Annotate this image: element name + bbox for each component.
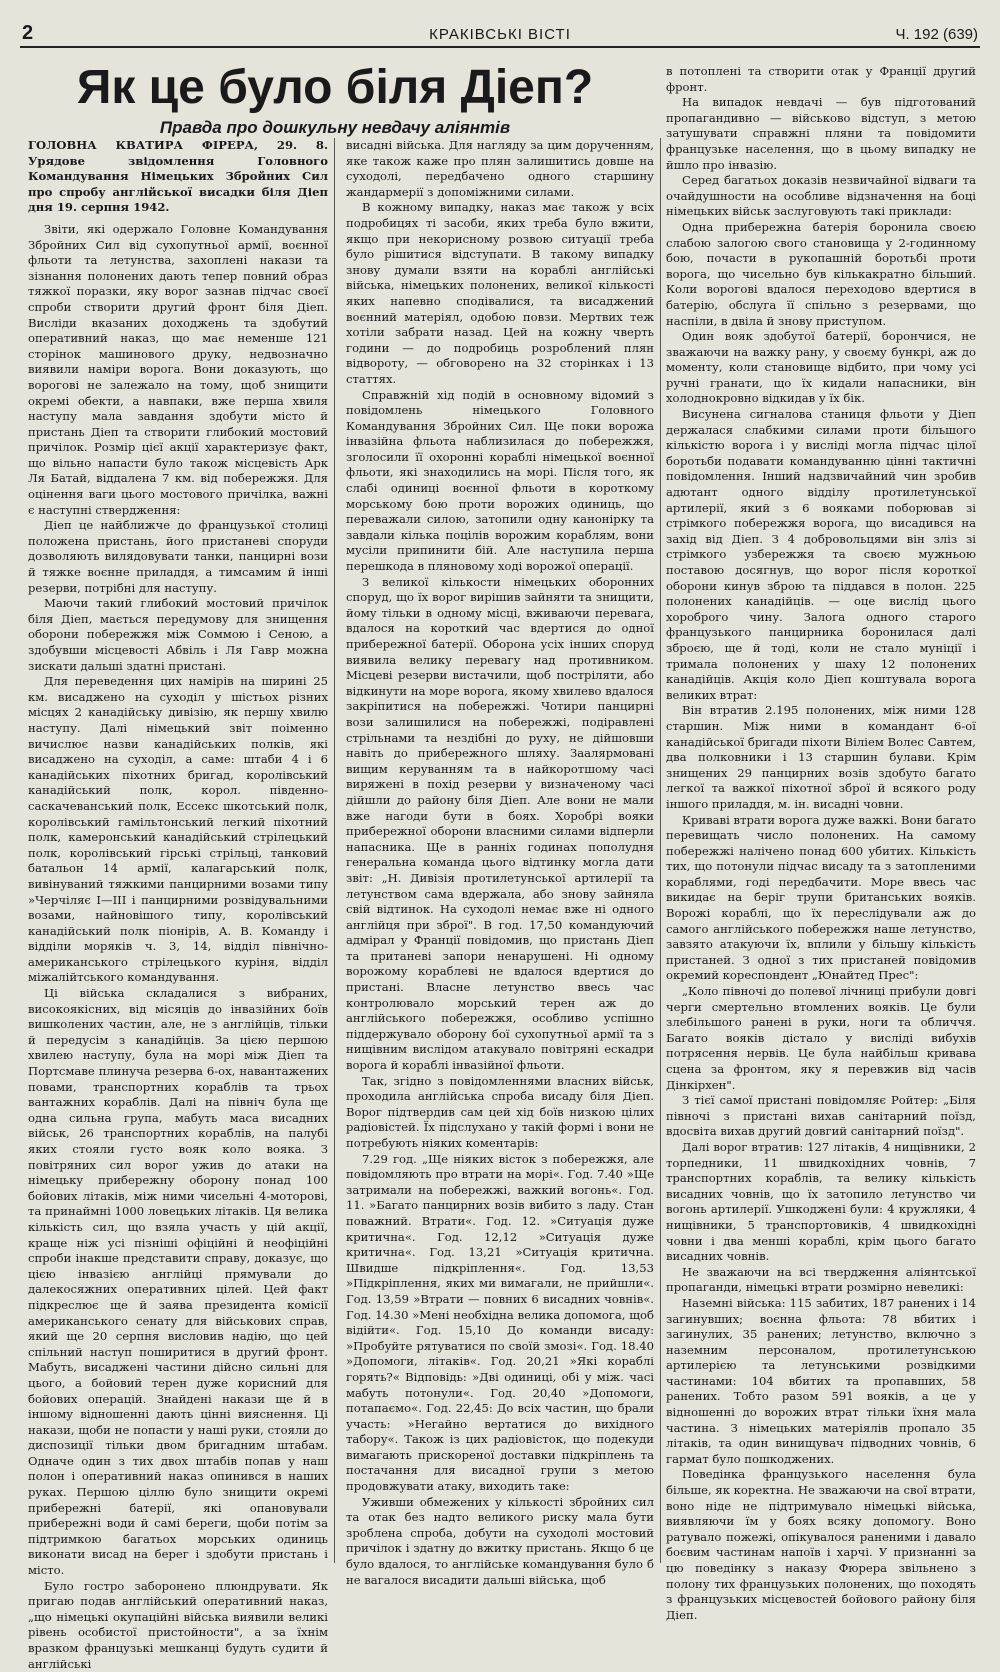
paragraph: Маючи такий глибокий мостовий причілок біля Діеп, мається передумову для знищення оборони побережжя між Соммою і Сеною, а здобувши місцевості Абвіль і Ля Гавр можна зискати дальші здатні пристані. xyxy=(28,596,328,673)
paragraph: Він втратив 2.195 полонених, між ними 128 старшин. Між ними в командант 6-ої канадійської бригади піхоти Віліем Волес Савтем, два полковники і 13 старшин булави. Крім знищених 29 панцирних возів здобуто багато легкої та важкої піхотної зброї й всякого роду іншого приладдя, м. ін. висадні човни. xyxy=(666,703,976,811)
column-2 xyxy=(346,138,661,1587)
paragraph: Уживши обмежених у кількості збройних сил та отак без надто великого риску мала бути зроблена спроба, добути на суходолі мостовий причілок і здатну до вжитку пристань. Якщо б це було вдалося, то англійське командування було б не вагалося висадити дальші війська, щоб xyxy=(346,1494,654,1587)
paragraph: Далі ворог втратив: 127 літаків, 4 нищівники, 2 торпедники, 11 швидкохідних човнів, 7 транспортних кораблів, та велику кількість висадних човнів, що їх затопило летунство чи вогонь артилерії. Ушкоджені були: 4 кружляки, 4 нищівники, 5 транспортовиків, 4 швидкохідні човни і два менші кораблі, крім цього багато висадних човнів. xyxy=(666,1139,976,1264)
issue-number: Ч. 192 (639) xyxy=(895,26,978,43)
article-headline: Як це було біля Діеп? xyxy=(76,61,594,114)
page-header xyxy=(20,22,980,48)
paragraph: Не зважаючи на всі твердження аліянтської пропаганди, німецькі втрати розмірно невеликі: xyxy=(666,1264,976,1295)
paragraph: Поведінка французького населення була більше, як коректна. Не зважаючи на свої втрати, воно ніде не підтримувало німецькі війська, виявляючи їм у боях всяку допомогу. Воно ратувало пожежі, опікувалося раненими і давало боєвим частинам напоїв і харчі. У признанні за цю поведінку з наказу Фюрера звільнено з полону тих французьких полонених, що походять з французьких місцевостей бойового району біля Діеп. xyxy=(666,1467,976,1622)
column-3 xyxy=(666,64,976,1622)
paragraph: Один вояк здобутої батерії, борончися, не зважаючи на важку рану, у своєму бункрі, аж до моменту, коли становище відбито, при чому усі ручні гранати, що їх кидали напасники, він холоднокровно відкидав у їх бік. xyxy=(666,329,976,406)
column-1 xyxy=(28,138,335,1671)
paragraph: висадні війська. Для нагляду за цим дорученням, яке також каже про плян залишитись довше на суходолі, передбачено одного старшину жандармерії з допоміжними силами. xyxy=(346,138,654,199)
paragraph: Для переведення цих намірів на ширині 25 км. висаджено на суходіл у шістьох різних місцях 2 канадійську дивізію, як першу хвилю наступу. Далі німецький звіт поіменно вичислює назви канадійських полків, які висаджено на суходіл, а саме: штаби 4 і 6 канадійських піхотних бригад, королівський канадійський полк, корол. південно-саскачеванський полк, Ессекс шкотський полк, королівський гамільтонський легкий піхотний полк, камеронський канадійський стрілецький полк, королівський гірські стрільці, танковий батальон 14 армії, калагарський полк, вивінуваний тяжкими панцирними возами типу »Черчіляє I—III і панцирними розвідувальними возами, найновішого типу, королівський канадійський полк піонірів, А. В. Команду і відділи моряків ч. 3, 14, відділ північно-американського стрілецького куріня, відділ міжалійтського командування. xyxy=(28,674,328,985)
paragraph: Висунена сигналова станиця фльоти у Діеп держалася слабкими силами проти більшого кількістю ворога і у висліді могла підчас цілої боротьби подавати командуванню цінні тактичні повідомлення. Інший надзвичайний чин зробив адютант одного відділу протилетунської артилерії, який з 6 вояками поборював зі стрімкого побережжя ворога, що висадився на захід від Діеп. З 4 добровольцями він зліз зі стрімкого узбережжя та своєю мужньою поставою досягнув, що ворог після короткої оборони кинув зброю та піддався в полон. 225 полонених канадійців. — оце вислід цього хороброго чину. Залога одного старого французького панцирника боронилася далі зброєю, ще й тоді, коли не стало муніції і тримала полонених у шаху 12 полонених канадійців. Акція коло Діеп коштувала ворога великих втрат: xyxy=(666,407,976,702)
paragraph: Так, згідно з повідомленнями власних військ, проходила англійська спроба висаду біля Діеп. Ворог підтвердив сам цей хід боїв низкою цілих радіовістей. Їх підслухано у такій формі і вони не потребують ніяких коментарів: xyxy=(346,1073,654,1150)
article-subheadline: Правда про дошкульну невдачу аліянтів xyxy=(159,118,511,137)
paragraph: Серед багатьох доказів незвичайної відваги та очайдушности на особливе відзначення на боці німецьких військ заслуговують такі приклади: xyxy=(666,173,976,219)
newspaper-name: КРАКІВСЬКІ ВІСТІ xyxy=(429,26,571,43)
paragraph: Ці війська складалися з вибраних, високоякісних, від місяців до інвазійних боїв вишколених частин, але, не з англійців, тільки й передусім з канадійців. За цією першою хвилею наступу, була на морі між Діеп та Портсмаве плинуча резерва 6-ох, навантажених повами, транспортних кораблів та трьох вантажних кораблів. Далі на північ була ще одна сильна група, мабуть маса висадних військ, 26 транспортних кораблів, на палубі яких стояли густо вояк коло вояка. З повітряних сил ворог ужив до атаки на німецьку прибережну оборону понад 100 бойових літаків, між ними чисельні 4-моторові, та принаймні 1000 ловецьких літаків. Ця велика кількість сил, що взяла участь у цій акції, краще ніж усі пізніші офіційні й неофіційні спроби інакше представити справу, доказує, що цією інвазією англійці прямували до далекосяжних оперативних цілей. Цей факт підкреслює ще й заява президента комісії американського сенату для військових справ, який ще 20 серпня висловив надію, що цей спільний наступ поширитися в другий фронт. Мабуть, висаджені частини дійсно сильні для цього, а бойовий терен дуже корисний для бойових операцій. Знайдені накази ще й в іншому відношенні дають цінні вияснення. Ці накази, щоби не попасти у наші руки, стояли до диспозиції тільки двом бригадним штабам. Одначе один з тих двох штабів попав у наш полон і оперативний наказ опинився в наших руках. Першою ціллю було знищити окремі прибережні батерії, які опановували прибережні води й самі береги, щоби потім за підтримкою багатьох морських одиниць виконати висад на берег і здобути пристань і місто. xyxy=(28,986,328,1578)
paragraph: в потоплені та створити отак у Франції другий фронт. xyxy=(666,64,976,94)
dateline: ГОЛОВНА КВАТИРА ФІРЕРА, 29. 8. Урядове звідомлення Головного Командування Німецьких Збройних Сил про спробу англійської висадки біля Діеп дня 19. серпня 1942. xyxy=(28,138,328,215)
paragraph: Діеп це найближче до французької столиці положена пристань, його пристаневі споруди дозволяють вилядовувати танки, панцирні вози й тяжке воєнне приладдя, а тимсамим й інші резерви, потрібні для наступу. xyxy=(28,518,328,595)
paragraph: Криваві втрати ворога дуже важкі. Вони багато перевищать число полонених. На самому побережжі наліченo понад 600 убитих. Кількість тих, що потонули підчас висаду та з затопленими кораблями, годі передбачити. Море ввесь час викидає на беріг трупи британських вояків. Ворожі кораблі, що їх переслідували аж до самого англійського побережжя наше летунство, завзято атакуючи їх, вплили у більшу кількість пристаней. З одної з тих пристаней повідомив окремий кореспондент „Юнайтед Прес": xyxy=(666,812,976,983)
paragraph: 7.29 год. „Ще ніяких вісток з побережжя, але повідомляють про втрати на морі«. Год. 7.40 »Ще затримали на побережжі, важкий вогонь«. Год. 11. »Багато панцирних возів вибито з ладу. Стан поважний. Втрати«. Год. 12. »Ситуація дуже критична«. Год. 12,12 »Ситуація дуже критична«. Год. 13,21 »Ситуація критична. Швидше підкріплення«. Год. 13,53 »Підкріплення, яких ми вимагали, не прийшли«. Год. 13,59 »Втрати — повних 6 висадних човнів«. Год. 14.30 »Мені необхідна велика допомога, щоб відійти«. Год. 15,10 До команди висаду: »Пробуйте рятуватися по своїй змозі«. Год. 18.40 »Допомоги, літаків«. Год. 20,21 »Які кораблі горять?« Відповідь: »Дві одиниці, обі у між. часі мабуть потонули«. Год. 20,40 »Допомоги, потапаємо«. Год. 22,45: До всіх частин, що брали участь: »Негайно вертатися до вихідного табору«. Також із цих радіовісток, що подекуди вимагають прискореної доставки підкріплень та постачання для висадної групи з метою продовжувати атаку, виходить таке: xyxy=(346,1151,654,1494)
paragraph: Наземні війська: 115 забитих, 187 ранених і 14 загинувших; воєнна фльота: 78 вбитих і загинулих, 35 ранених; летунство, включно з наземним персоналом, протилетунською артилерією та летунськими розвідкими частинами: 104 вбитих та пропавших, 58 ранених. Тобто разом 591 вояків, а це у відношенні до ворожих втрат тільки їхня мала частина. З німецьких матеріялів пропало 35 літаків, та один винищувач підводних човнів, 6 гармат було пошкоджених. xyxy=(666,1295,976,1466)
paragraph: З великої кількости німецьких оборонних споруд, що їх ворог вирішив зайняти та знищити, йому тільки в одному місці, вживаючи перевага, вдалося на короткий час вдертися до одної прибережної батерії. Оборона усіх інших споруд виявила велику перевагу над противником. Місцеві резерви вистачили, щоб постріляти, або відкинути на море ворога, якому хвилево вдалося закріпитися на побережжі. Чотири панцирні вози залишилися на побережжі, подіравлені стрільнами та нездібні до руху, не дійшовши навіть до прибережного шляху. Заалярмовані вищим керуванням та в найкоротшому часі виряжені в похід резерви у визначеному часі дійшли до району біля Діеп. Але вони не мали вже нагоди бути в боях. Хоробрі вояки прибережної оборони власними силами відперли напасника. Ще в ранніх годинах пополудня генеральна команда цього відтинку могла дати звіт: „Н. Дивізія протилетунської артилерії та летунством сама вдержала, або знову зайняла свій відтинок. На суходолі немає вже ні одного англійця при зброї". В год. 17,50 командуючий адмірал у Франції повідомив, що пристань Діеп та пританеві запори ненарушені. Ні одному ворожому кораблеві не вдалося вдертися до пристані. Власне летунство ввесь час контролювало морський терен аж до англійського побережжя, особливо успішно піддержувало оборону бої сухопутньої армії та з нищівним вислідом атакувало повітряні ескадри ворога й кораблі інвазійної фльоти. xyxy=(346,574,654,1073)
page-number: 2 xyxy=(22,22,34,44)
paragraph: Звіти, які одержало Головне Командування Збройних Сил від сухопутньої армії, воєнної фльоти та летунства, захоплені накази та зізнання полонених дають тепер повний образ тяжкої поразки, яку ворог зазнав підчас своєї спроби створити другий фронт біля Діеп. Висліди вказаних доходжень та здобутий оперативний наказ, що має неменше 121 сторінок машинового друку, недвозначно виявили наміри ворога. Вони доказують, що ворогові не залежало на тому, щоб знищити окремі обекти, а навпаки, вже перша хвиля наступу мала завдання здобути місто й пристань Діеп та створити глибокий мостовий причілок. Розмір цієї акції характеризує факт, що вільно напасти було також місцевість Арк Ля Батай, віддалена 7 км. від побережжя. Для оцінення ваги цього мостового причілка, важні є наступні ствердження: xyxy=(28,221,328,517)
paragraph: З тієї самої пристані повідомляє Ройтер: „Біля півночі з пристані вихав санітарний поїзд, вдосвіта вихав другий довгий санітарний поїзд". xyxy=(666,1093,976,1139)
paragraph: Одна прибережна батерія боронила своєю слабою залогою свого становища у 2-годинному бою, почасти в рукопашній боротьбі проти ворога, що чисельно був кількакратно більший. Коли ворогові вдалося переходово вдертися в батерію, обслуга її спільно з резервами, що наспіли, в двіла й знову приступом. xyxy=(666,219,976,328)
paragraph: Було гостро заборонено плюндрувати. Як пригаю подав англійський оперативний наказ, „що німецькі окупаційні війська виявили великі рівень особистої пристойности", а за їхнім вразком французькі мешканці будуть судити й англійські xyxy=(28,1578,328,1671)
paragraph: В кожному випадку, наказ має також у всіх подробицях ті засоби, яких треба було вжити, якщо при некорисному розвою ситуації треба було рішитися відступати. В такому випадку знову думали взяти на кораблі англійські війська, німецьких полонених, великої кількості яких напевно сподівалися, та висаджений воєнний матеріял, одобою повзи. Мертвих теж хотіли забрати назад. Цей на кожну чверть години — до подробиць розроблений плян відвороту, — обговорено на 32 сторінках і 13 статтях. xyxy=(346,200,654,386)
paragraph: Справжній хід подій в основному відомий з повідомлень німецького Головного Командування Збройних Сил. Ще поки ворожа інвазійна фльота наблизилася до побережжя, зголосили її охоронні кораблі німецької воєнної фльоти, які знаходились на морі. Після того, як слабі одиниці воєнної фльоти в короткому морському бою проти ворожих одиниць, що переважали силою, затопили одну канонірку та завдали кілька поцілів ворожим кораблям, вони мусіли припинити бій. Але наступила перша перешкода в пляновому ході ворожої операції. xyxy=(346,387,654,574)
paragraph: На випадок невдачі — був підготований пропагандивно — військово відступ, з метою затушувати справжні пляни та повідомити французьке населення, що в цьому випадку не йшло про інвазію. xyxy=(666,95,976,172)
paragraph: „Коло півночі до полевої лічниці прибули довгі черги смертельно втомлених вояків. Це були злебільшого ранені в руки, ноги та обличчя. Багато вояків дістало у висліді вибухів потрясення нервів. Це була найбільш кривава сцена за фронтом, яку я перевжив від часів Дінкірхен". xyxy=(666,984,976,1092)
